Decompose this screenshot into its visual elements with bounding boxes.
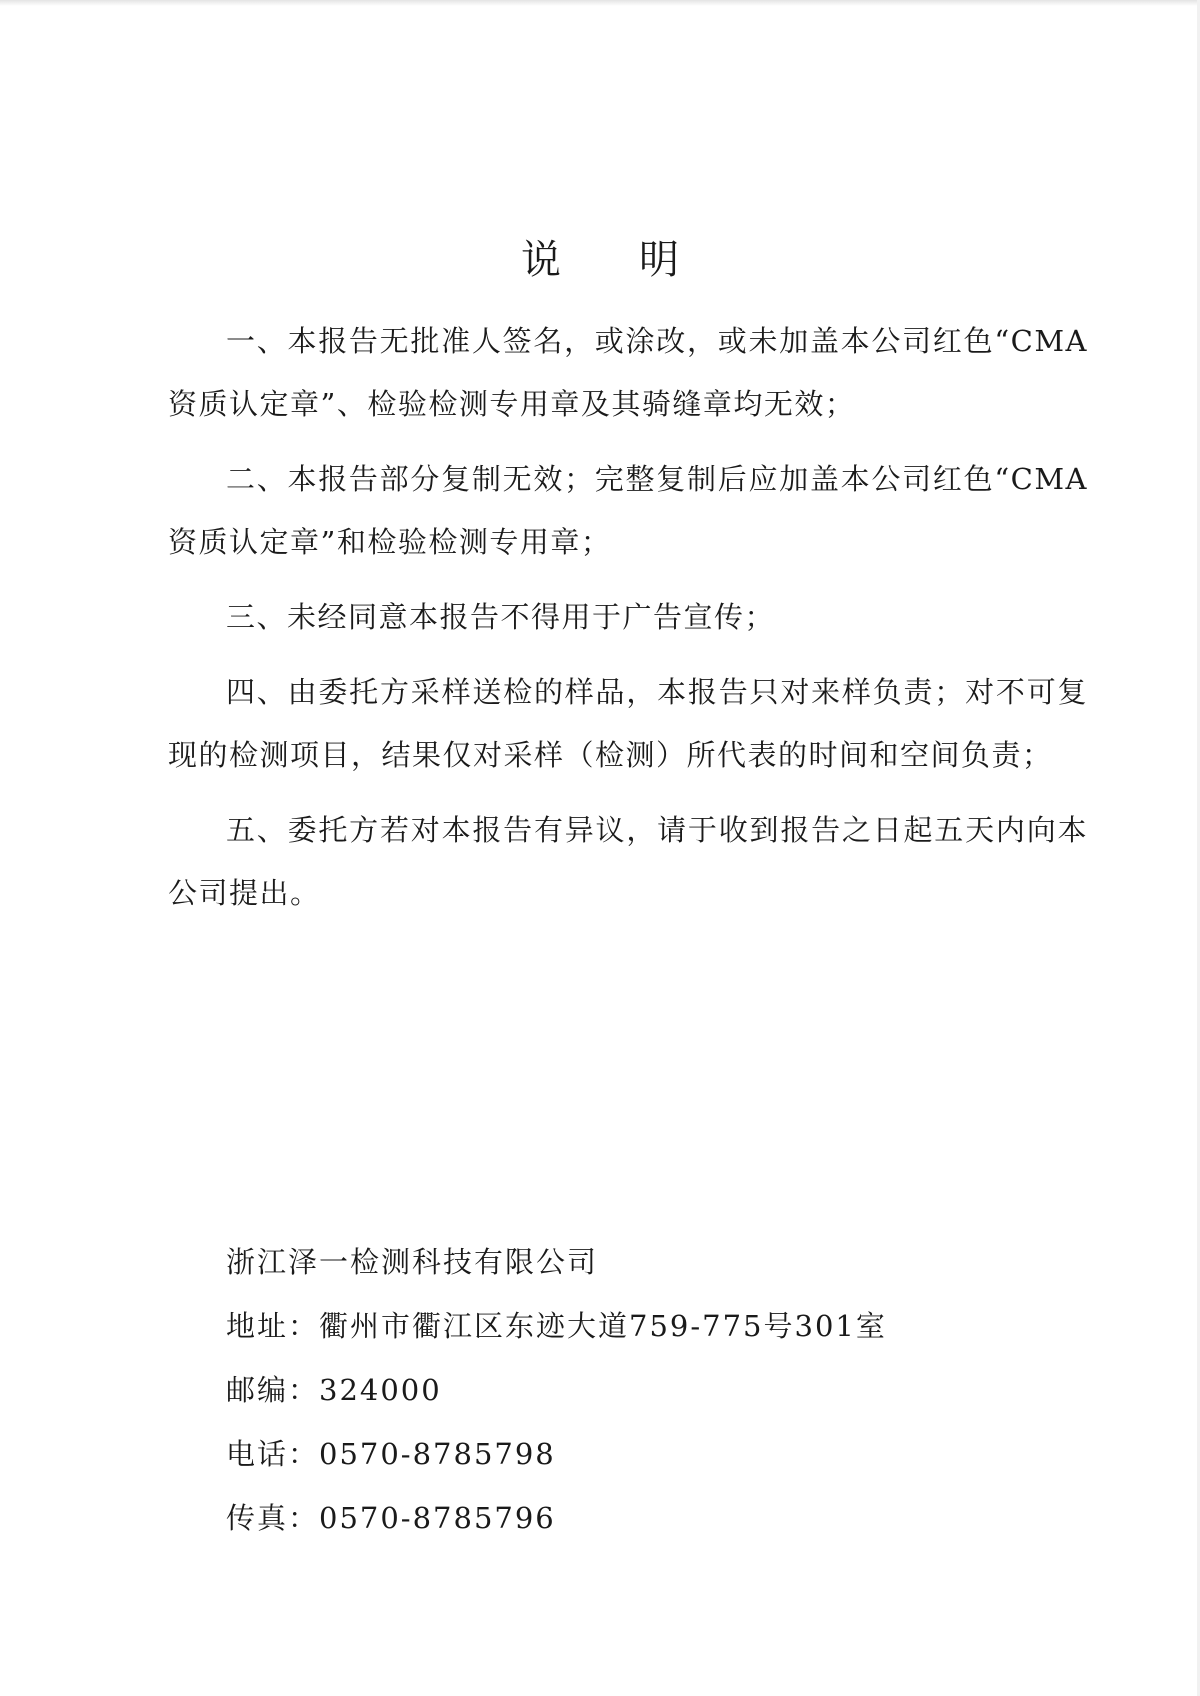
scan-edge-shadow — [0, 0, 1200, 6]
company-fax: 传真：0570-8785796 — [226, 1501, 556, 1535]
company-address: 地址：衢州市衢江区东迹大道759-775号301室 — [226, 1309, 887, 1343]
title-char-1: 说 — [521, 237, 561, 283]
note-item-2: 二、本报告部分复制无效；完整复制后应加盖本公司红色“CMA资质认定章”和检验检测专用章； — [168, 462, 1088, 559]
note-item-1: 一、本报告无批准人签名，或涂改，或未加盖本公司红色“CMA资质认定章”、检验检测专用章及其骑缝章均无效； — [168, 324, 1088, 421]
company-postcode: 邮编：324000 — [226, 1373, 442, 1407]
company-name: 浙江泽一检测科技有限公司 — [226, 1245, 599, 1279]
page-title — [0, 232, 1200, 288]
company-phone: 电话：0570-8785798 — [226, 1437, 556, 1471]
title-char-2: 明 — [639, 237, 679, 283]
note-item-4: 四、由委托方采样送检的样品，本报告只对来样负责；对不可复现的检测项目，结果仅对采样（检测）所代表的时间和空间负责； — [168, 675, 1088, 772]
note-item-3: 三、未经同意本报告不得用于广告宣传； — [226, 600, 776, 634]
note-item-5: 五、委托方若对本报告有异议，请于收到报告之日起五天内向本公司提出。 — [168, 813, 1088, 910]
notes-section — [168, 310, 1088, 937]
company-info — [226, 1230, 1026, 1550]
